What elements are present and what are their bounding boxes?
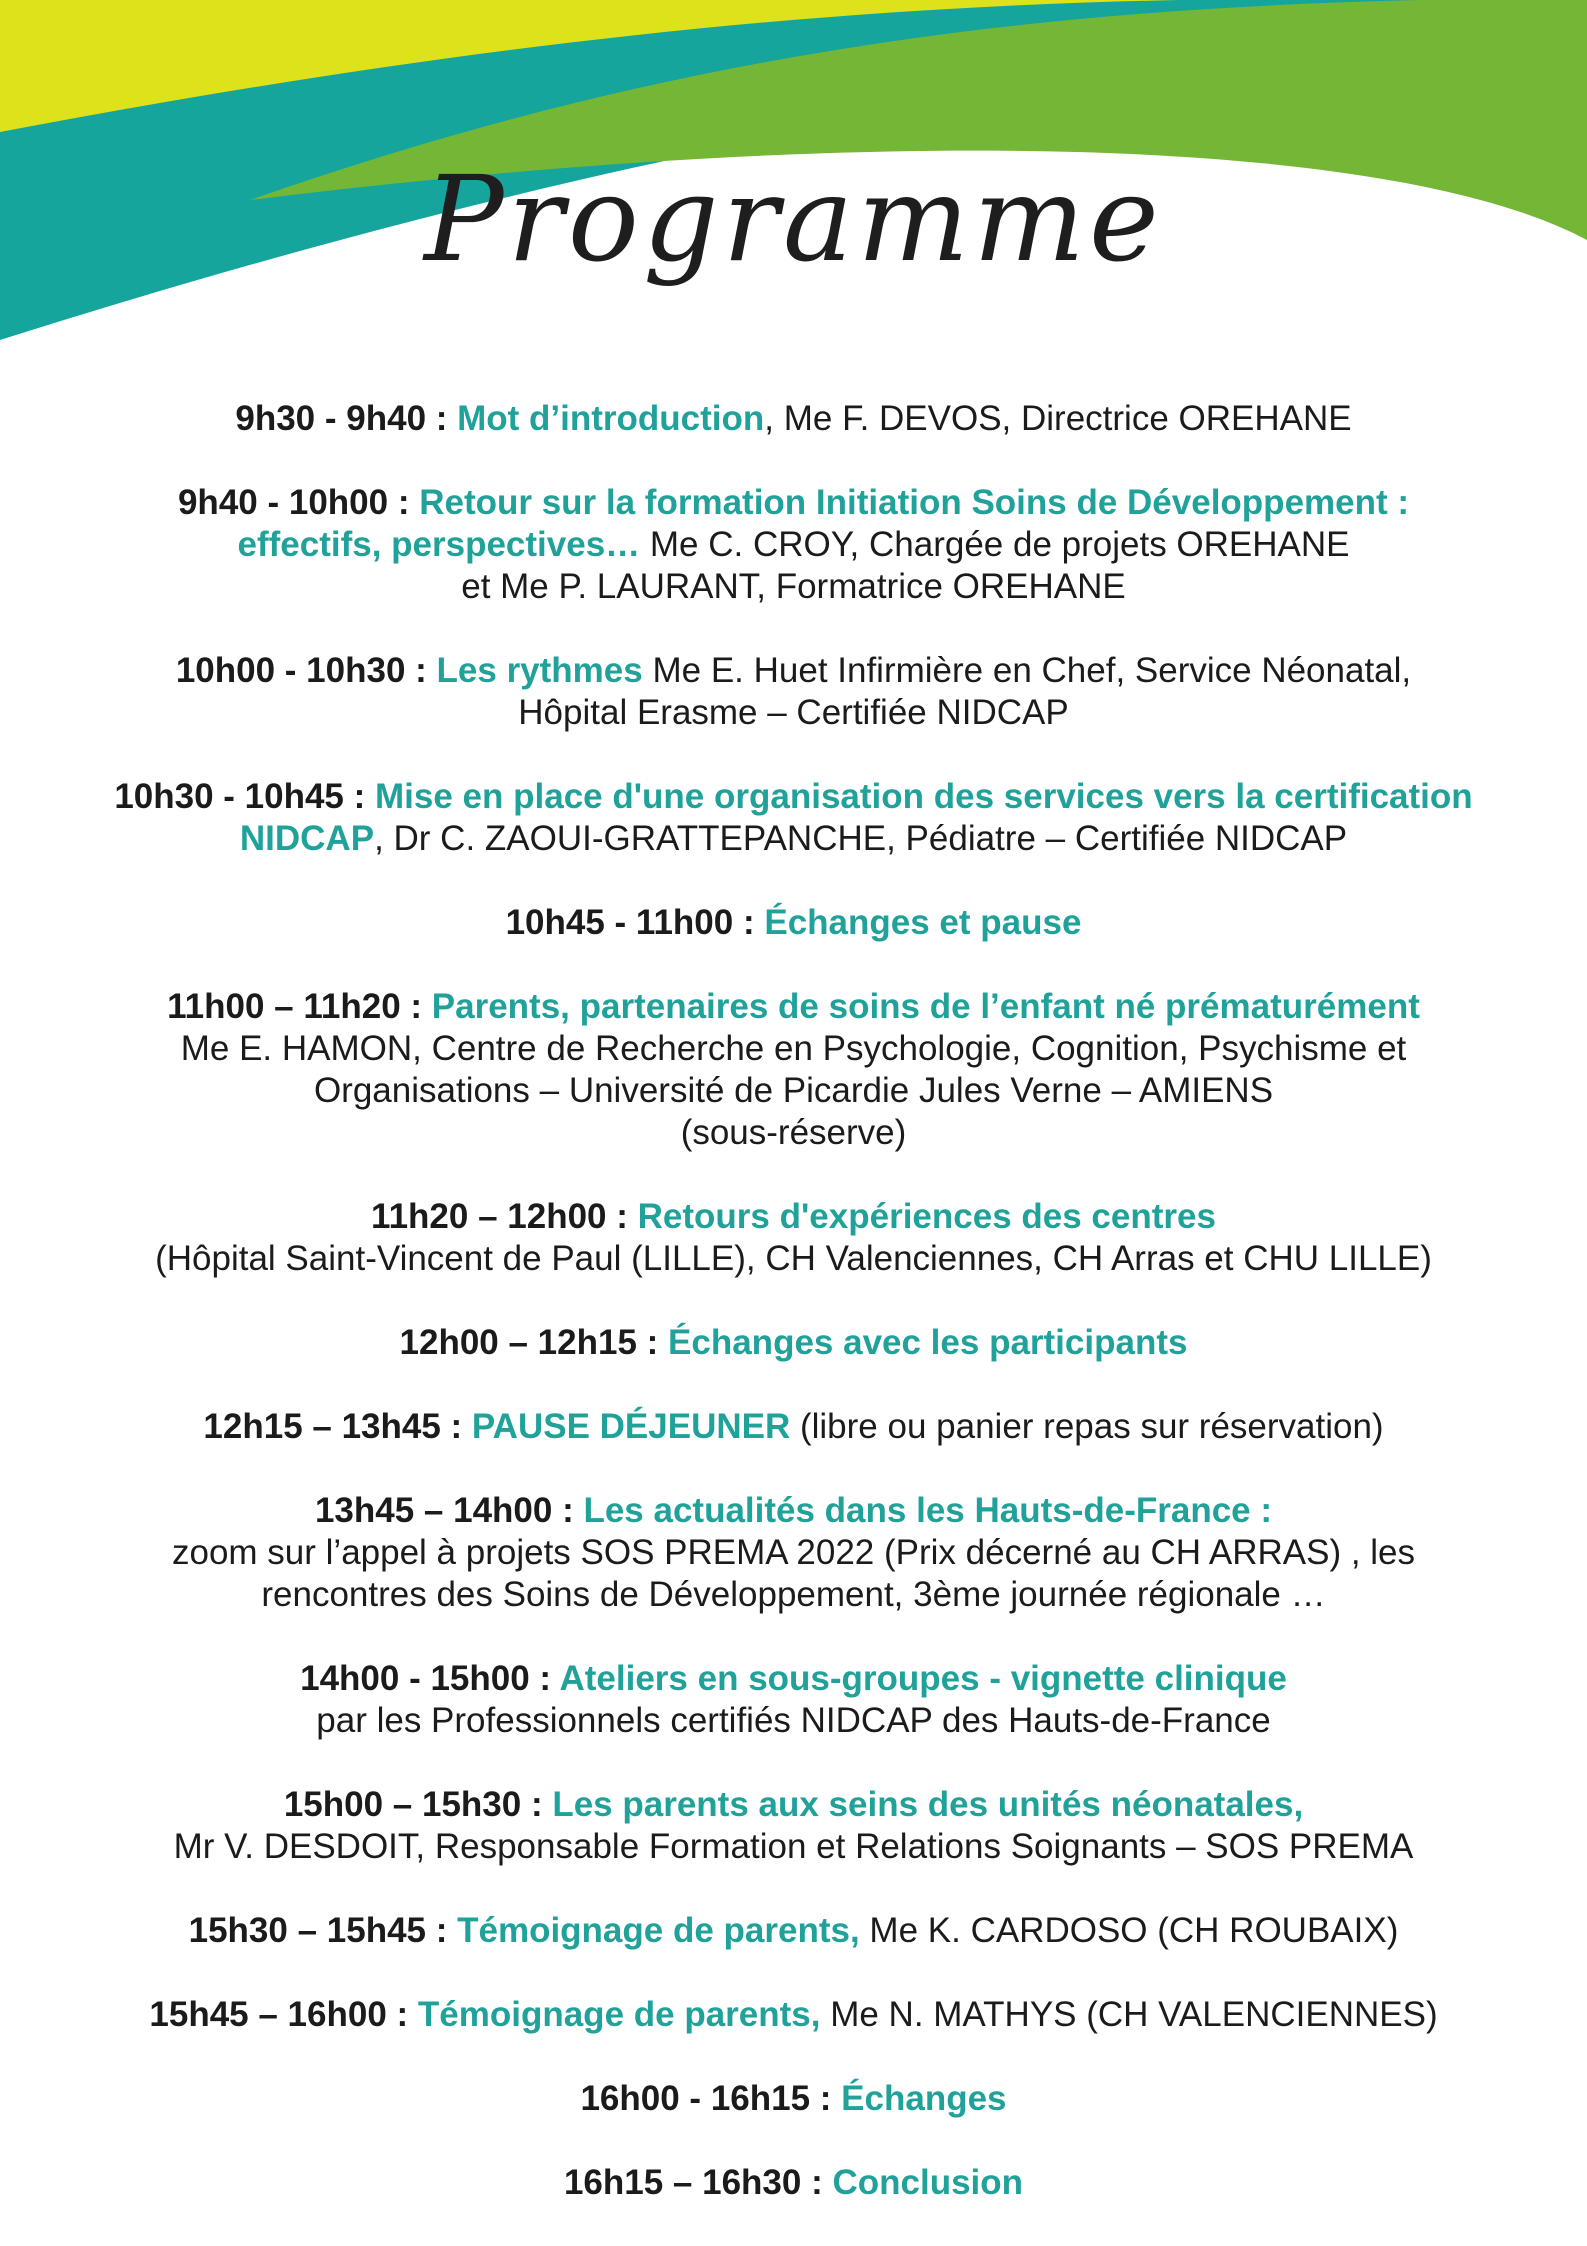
entry-detail-line: rencontres des Soins de Développement, 3ème journée régionale … bbox=[261, 1575, 1326, 1614]
program-entry bbox=[60, 1322, 1527, 1364]
program-entry bbox=[60, 986, 1527, 1154]
entry-time: 12h00 – 12h15 : bbox=[399, 1323, 669, 1362]
entry-detail-line: zoom sur l’appel à projets SOS PREMA 2022 (Prix décerné au CH ARRAS) , les bbox=[171, 1533, 1416, 1572]
entry-time: 11h20 – 12h00 : bbox=[371, 1197, 638, 1236]
program-entry bbox=[60, 1784, 1527, 1868]
entry-heading: Échanges avec les participants bbox=[668, 1323, 1188, 1362]
program-entry bbox=[60, 1910, 1527, 1952]
entry-heading: Échanges et pause bbox=[764, 903, 1082, 942]
entry-time: 16h00 - 16h15 : bbox=[580, 2079, 842, 2118]
entry-heading-cont: effectifs, perspectives… bbox=[237, 525, 641, 564]
entry-heading: Les rythmes bbox=[436, 651, 643, 690]
entry-heading: Mot d’introduction bbox=[457, 399, 765, 438]
program-entry bbox=[60, 2162, 1527, 2204]
program-entry bbox=[60, 1406, 1527, 1448]
entry-detail-line: Mr V. DESDOIT, Responsable Formation et Relations Soignants – SOS PREMA bbox=[173, 1827, 1414, 1866]
entry-heading: Retours d'expériences des centres bbox=[637, 1197, 1216, 1236]
entry-detail: (libre ou panier repas sur réservation) bbox=[790, 1407, 1384, 1446]
entry-heading: Témoignage de parents, bbox=[457, 1911, 860, 1950]
program-list bbox=[60, 398, 1527, 2246]
page-title: Programme bbox=[424, 150, 1163, 288]
entry-detail: Me K. CARDOSO (CH ROUBAIX) bbox=[859, 1911, 1399, 1950]
entry-time: 13h45 – 14h00 : bbox=[314, 1491, 584, 1530]
program-entry bbox=[60, 902, 1527, 944]
entry-detail: Me N. MATHYS (CH VALENCIENNES) bbox=[820, 1995, 1438, 2034]
entry-heading: Les parents aux seins des unités néonatales, bbox=[552, 1785, 1304, 1824]
entry-time: 10h00 - 10h30 : bbox=[175, 651, 437, 690]
entry-time: 10h30 - 10h45 : bbox=[114, 777, 376, 816]
entry-detail-line: (sous-réserve) bbox=[680, 1113, 907, 1152]
entry-detail-line: Me E. HAMON, Centre de Recherche en Psychologie, Cognition, Psychisme et bbox=[180, 1029, 1407, 1068]
entry-time: 10h45 - 11h00 : bbox=[505, 903, 765, 942]
entry-heading: Témoignage de parents, bbox=[417, 1995, 821, 2034]
entry-heading: Ateliers en sous-groupes - vignette clinique bbox=[559, 1659, 1287, 1698]
entry-time: 11h00 – 11h20 : bbox=[167, 987, 432, 1026]
entry-time: 16h15 – 16h30 : bbox=[563, 2163, 833, 2202]
entry-time: 12h15 – 13h45 : bbox=[203, 1407, 472, 1446]
entry-time: 9h30 - 9h40 : bbox=[235, 399, 458, 438]
entry-time: 9h40 - 10h00 : bbox=[177, 483, 420, 522]
program-entry bbox=[60, 2078, 1527, 2120]
program-entry bbox=[60, 1490, 1527, 1616]
entry-time: 15h00 – 15h30 : bbox=[283, 1785, 553, 1824]
entry-heading: Les actualités dans les Hauts-de-France : bbox=[583, 1491, 1273, 1530]
entry-time: 14h00 - 15h00 : bbox=[300, 1659, 560, 1698]
entry-heading: Conclusion bbox=[832, 2163, 1024, 2202]
program-entry bbox=[60, 1196, 1527, 1280]
program-entry bbox=[60, 776, 1527, 860]
entry-detail-line: par les Professionnels certifiés NIDCAP des Hauts-de-France bbox=[316, 1701, 1271, 1740]
entry-detail-line: (Hôpital Saint-Vincent de Paul (LILLE), CH Valenciennes, CH Arras et CHU LILLE) bbox=[155, 1239, 1432, 1278]
entry-detail-line: Organisations – Université de Picardie Jules Verne – AMIENS bbox=[313, 1071, 1274, 1110]
program-entry bbox=[60, 1994, 1527, 2036]
entry-heading: Parents, partenaires de soins de l’enfant né prématurément bbox=[431, 987, 1420, 1026]
entry-heading: Échanges bbox=[841, 2079, 1007, 2118]
program-entry bbox=[60, 398, 1527, 440]
program-entry bbox=[60, 482, 1527, 608]
entry-heading: PAUSE DÉJEUNER bbox=[471, 1407, 791, 1446]
entry-time: 15h45 – 16h00 : bbox=[149, 1995, 418, 2034]
entry-time: 15h30 – 15h45 : bbox=[188, 1911, 458, 1950]
entry-heading: Retour sur la formation Initiation Soins de Développement : bbox=[419, 483, 1410, 522]
entry-detail-line: Hôpital Erasme – Certifiée NIDCAP bbox=[518, 693, 1069, 732]
entry-detail: Me E. Huet Infirmière en Chef, Service Néonatal, bbox=[642, 651, 1412, 690]
entry-heading: Mise en place d'une organisation des services vers la certification bbox=[375, 777, 1473, 816]
entry-detail: , Me F. DEVOS, Directrice OREHANE bbox=[764, 399, 1352, 438]
entry-heading-cont: NIDCAP bbox=[239, 819, 375, 858]
program-entry bbox=[60, 1658, 1527, 1742]
entry-detail: Me C. CROY, Chargée de projets OREHANE bbox=[640, 525, 1350, 564]
program-entry bbox=[60, 650, 1527, 734]
entry-detail: , Dr C. ZAOUI-GRATTEPANCHE, Pédiatre – Certifiée NIDCAP bbox=[374, 819, 1348, 858]
entry-detail-line: et Me P. LAURANT, Formatrice OREHANE bbox=[461, 567, 1126, 606]
